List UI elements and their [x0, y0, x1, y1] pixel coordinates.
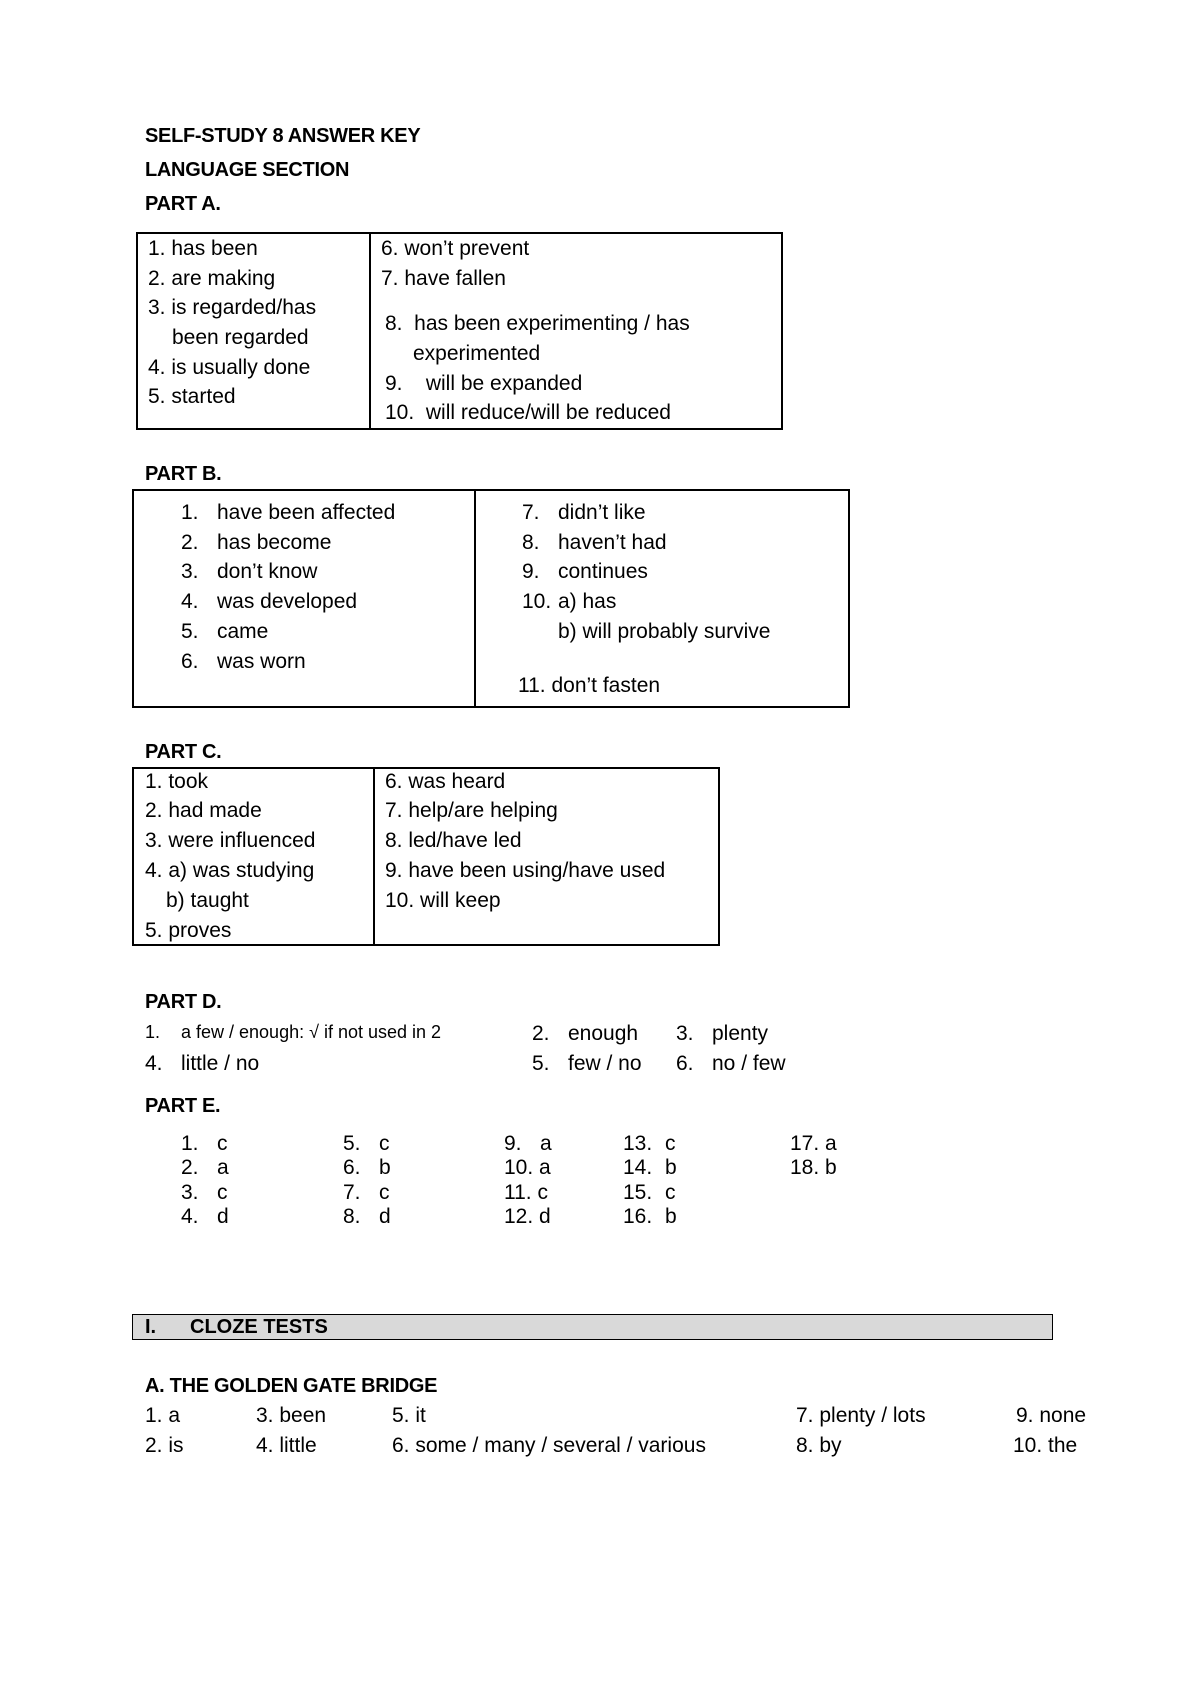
- cloze-item-8: 8. by: [796, 1434, 842, 1457]
- cloze-item-2: 2. is: [145, 1434, 184, 1457]
- part-e-ans-8: d: [379, 1205, 391, 1228]
- part-b-item-10b: b) will probably survive: [558, 620, 771, 643]
- part-e-num-4: 4.: [181, 1205, 199, 1228]
- part-e-ans-7: c: [379, 1181, 390, 1204]
- cloze-section-title: CLOZE TESTS: [190, 1316, 328, 1338]
- cloze-item-7: 7. plenty / lots: [796, 1404, 926, 1427]
- part-d-item-6: no / few: [712, 1052, 786, 1075]
- part-b-num-7: 7.: [522, 501, 540, 524]
- part-e-ans-1: c: [217, 1132, 228, 1155]
- cloze-item-9: 9. none: [1016, 1404, 1087, 1427]
- part-b-num-6: 6.: [181, 650, 199, 673]
- part-d-num-6: 6.: [676, 1052, 694, 1075]
- part-e-num-14: 14.: [623, 1156, 653, 1179]
- part-c-item-3: 3. were influenced: [145, 829, 316, 852]
- cloze-section-number: I.: [145, 1316, 157, 1338]
- part-b-divider: [474, 489, 476, 708]
- part-a-item-2: 2. are making: [148, 267, 276, 290]
- part-e-num-3: 3.: [181, 1181, 199, 1204]
- part-b-item-6: was worn: [217, 650, 306, 673]
- part-e-num-16: 16.: [623, 1205, 653, 1228]
- part-e-num-6: 6.: [343, 1156, 361, 1179]
- cloze-item-3: 3. been: [256, 1404, 327, 1427]
- cloze-item-1: 1. a: [145, 1404, 181, 1427]
- cloze-item-5: 5. it: [392, 1404, 426, 1427]
- part-e-ans-4: d: [217, 1205, 229, 1228]
- part-c-label: PART C.: [145, 741, 222, 763]
- part-d-num-3: 3.: [676, 1022, 694, 1045]
- part-a-item-1: 1. has been: [148, 237, 258, 260]
- part-b-num-1: 1.: [181, 501, 199, 524]
- part-d-item-4: little / no: [181, 1052, 260, 1075]
- part-e-ans-16: b: [665, 1205, 677, 1228]
- part-c-item-6: 6. was heard: [385, 770, 506, 793]
- part-a-item-9: 9. will be expanded: [385, 372, 583, 395]
- part-b-item-8: haven’t had: [558, 531, 667, 554]
- part-a-item-4: 4. is usually done: [148, 356, 311, 379]
- part-c-item-5: 5. proves: [145, 919, 232, 942]
- part-e-label: PART E.: [145, 1095, 221, 1117]
- part-e-ans-15: c: [665, 1181, 676, 1204]
- part-b-num-10: 10.: [522, 590, 552, 613]
- part-c-item-8: 8. led/have led: [385, 829, 522, 852]
- part-e-num-15: 15.: [623, 1181, 653, 1204]
- part-d-num-5: 5.: [532, 1052, 550, 1075]
- part-a-item-8: 8. has been experimenting / has: [385, 312, 690, 335]
- cloze-section-bar: [132, 1314, 1053, 1340]
- part-e-ans-5: c: [379, 1132, 390, 1155]
- cloze-item-4: 4. little: [256, 1434, 317, 1457]
- part-b-item-10a: a) has: [558, 590, 617, 613]
- cloze-item-6: 6. some / many / several / various: [392, 1434, 706, 1457]
- document-title: SELF-STUDY 8 ANSWER KEY: [145, 125, 421, 147]
- part-b-num-9: 9.: [522, 560, 540, 583]
- part-a-item-6: 6. won’t prevent: [381, 237, 530, 260]
- part-b-item-2: has become: [217, 531, 332, 554]
- part-a-item-8-cont: experimented: [413, 342, 541, 365]
- cloze-item-10: 10. the: [1013, 1434, 1078, 1457]
- part-a-divider: [369, 232, 371, 430]
- part-d-label: PART D.: [145, 991, 222, 1013]
- section-title: LANGUAGE SECTION: [145, 159, 350, 181]
- part-e-ans-13: c: [665, 1132, 676, 1155]
- part-b-item-4: was developed: [217, 590, 358, 613]
- part-d-item-1: a few / enough: √ if not used in 2: [181, 1022, 442, 1042]
- part-b-item-1: have been affected: [217, 501, 396, 524]
- part-a-label: PART A.: [145, 193, 221, 215]
- part-e-num-1: 1.: [181, 1132, 199, 1155]
- part-c-item-4a: 4. a) was studying: [145, 859, 315, 882]
- part-e-ans-6: b: [379, 1156, 391, 1179]
- part-d-num-1: 1.: [145, 1022, 161, 1042]
- part-c-item-2: 2. had made: [145, 799, 262, 822]
- part-d-num-4: 4.: [145, 1052, 163, 1075]
- part-c-item-9: 9. have been using/have used: [385, 859, 666, 882]
- part-e-ans-2: a: [217, 1156, 229, 1179]
- part-c-item-10: 10. will keep: [385, 889, 501, 912]
- part-e-num-5: 5.: [343, 1132, 361, 1155]
- part-a-item-7: 7. have fallen: [381, 267, 506, 290]
- part-a-item-10: 10. will reduce/will be reduced: [385, 401, 671, 424]
- part-e-item-12: 12. d: [504, 1205, 551, 1228]
- part-c-divider: [373, 767, 375, 946]
- part-d-num-2: 2.: [532, 1022, 550, 1045]
- part-e-ans-9: a: [540, 1132, 552, 1155]
- part-b-item-7: didn’t like: [558, 501, 646, 524]
- part-a-item-3: 3. is regarded/has: [148, 296, 317, 319]
- part-b-num-4: 4.: [181, 590, 199, 613]
- part-c-item-1: 1. took: [145, 770, 209, 793]
- part-b-item-5: came: [217, 620, 269, 643]
- part-c-item-4b: b) taught: [166, 889, 249, 912]
- part-b-num-8: 8.: [522, 531, 540, 554]
- part-b-num-2: 2.: [181, 531, 199, 554]
- part-a-item-5: 5. started: [148, 385, 236, 408]
- part-e-num-9: 9.: [504, 1132, 522, 1155]
- part-e-num-7: 7.: [343, 1181, 361, 1204]
- part-e-item-17: 17. a: [790, 1132, 837, 1155]
- part-e-ans-3: c: [217, 1181, 228, 1204]
- part-b-num-3: 3.: [181, 560, 199, 583]
- part-b-num-5: 5.: [181, 620, 199, 643]
- part-e-num-13: 13.: [623, 1132, 653, 1155]
- part-b-item-3: don’t know: [217, 560, 318, 583]
- part-c-item-7: 7. help/are helping: [385, 799, 558, 822]
- cloze-subtitle: A. THE GOLDEN GATE BRIDGE: [145, 1375, 438, 1397]
- part-d-item-2: enough: [568, 1022, 639, 1045]
- part-e-item-18: 18. b: [790, 1156, 837, 1179]
- part-d-item-5: few / no: [568, 1052, 642, 1075]
- part-b-item-11: 11. don’t fasten: [518, 674, 661, 697]
- part-e-ans-14: b: [665, 1156, 677, 1179]
- part-b-label: PART B.: [145, 463, 222, 485]
- part-a-item-3-cont: been regarded: [172, 326, 309, 349]
- part-d-item-3: plenty: [712, 1022, 769, 1045]
- part-e-item-10: 10. a: [504, 1156, 551, 1179]
- part-e-item-11: 11. c: [504, 1181, 548, 1204]
- part-e-num-2: 2.: [181, 1156, 199, 1179]
- part-b-item-9: continues: [558, 560, 648, 583]
- part-e-num-8: 8.: [343, 1205, 361, 1228]
